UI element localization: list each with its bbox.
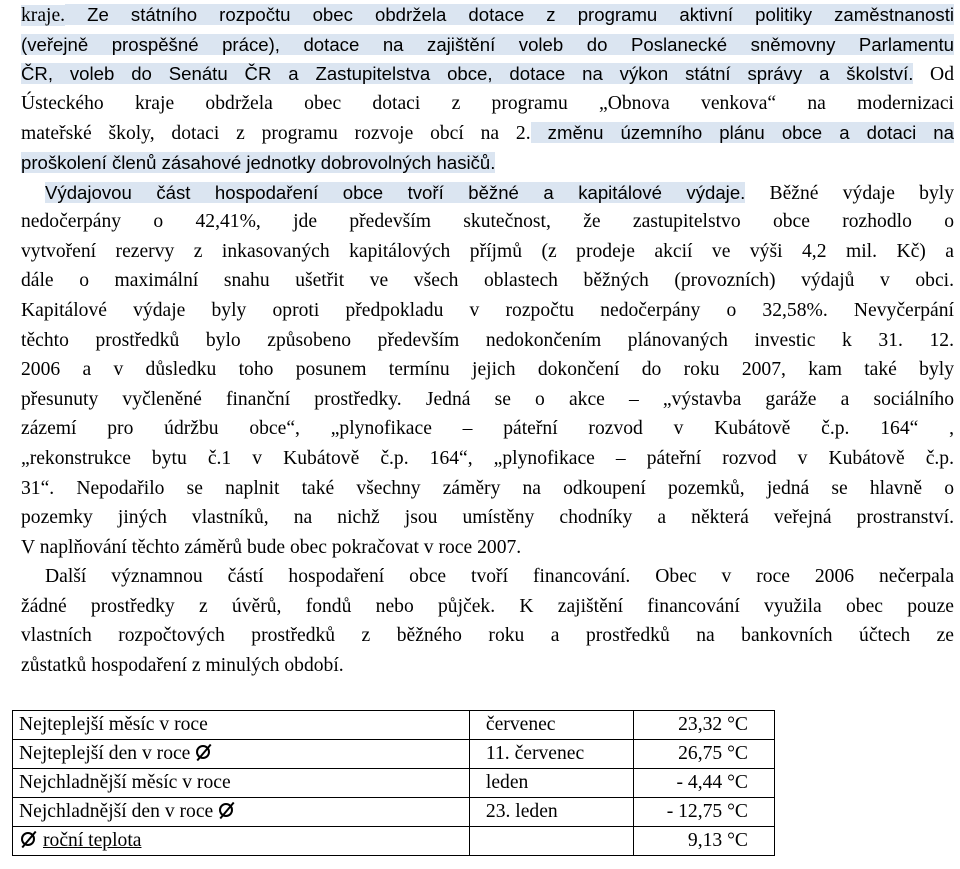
- row-date-cell: [469, 827, 633, 856]
- text-segment: pozemky jiných vlastníků, na nichž jsou umístěny chodníky a některá veřejná prostranství.: [21, 507, 954, 529]
- row-label: Nejchladnější měsíc v roce: [19, 772, 231, 793]
- row-label: Nejteplejší měsíc v roce: [19, 714, 208, 735]
- text-line: [21, 296, 954, 326]
- text-segment: těchto prostředků bylo způsobeno především nedokončením plánovaných investic k 31. 12.: [21, 329, 954, 351]
- table-row: [13, 769, 775, 798]
- text-segment: dále o maximální snahu ušetřit ve všech oblastech běžných (provozních) výdajů v obci.: [21, 270, 954, 292]
- table-row: [13, 711, 775, 740]
- text-segment: zůstatků hospodaření z minulých období.: [21, 655, 344, 677]
- text-line: [21, 503, 954, 533]
- temperature-table: [12, 710, 775, 856]
- text-line: [21, 59, 954, 89]
- row-label: roční teplota: [43, 830, 142, 851]
- row-date-cell: 11. červenec: [469, 740, 633, 769]
- average-symbol-icon: [19, 832, 39, 847]
- text-segment: změnu územního plánu obce a dotaci na: [530, 122, 954, 144]
- text-segment: mateřské školy, dotaci z programu rozvoje obcí na 2.: [21, 123, 531, 145]
- row-value-cell: 26,75 °C: [633, 740, 774, 769]
- row-label: Nejteplejší den v roce: [19, 743, 191, 764]
- text-segment: K zajištění financování využila obec pouze: [495, 595, 954, 617]
- table-row: [13, 827, 775, 856]
- text-segment: 31“.: [21, 477, 55, 499]
- text-segment: Kapitálové výdaje byly oproti předpokladu v rozpočtu nedočerpány o 32,58%.: [21, 299, 828, 321]
- text-line: [21, 30, 954, 60]
- text-segment: Výdajovou část hospodaření obce tvoří běžné a kapitálové výdaje.: [45, 181, 746, 203]
- text-line: [21, 266, 954, 296]
- text-line: [21, 651, 954, 681]
- table-row: [13, 798, 775, 827]
- row-label-cell: [13, 740, 470, 769]
- text-segment: Ze státního rozpočtu obec obdržela dotace z programu aktivní politiky zaměstnanosti: [65, 4, 954, 25]
- text-segment: 2006 a v důsledku toho posunem termínu jejich dokončení do roku 2007, kam také byly: [21, 359, 954, 381]
- row-value-cell: 9,13 °C: [633, 827, 774, 856]
- row-value-cell: - 12,75 °C: [633, 798, 774, 827]
- text-line: [21, 89, 954, 119]
- text-segment: Jedná se o akce – „výstavba garáže a sociálního: [401, 388, 954, 410]
- text-line: [21, 592, 954, 622]
- row-date-cell: červenec: [469, 711, 633, 740]
- text-segment: vlastních rozpočtových prostředků z běžného roku a prostředků na bankovních účtech ze: [21, 625, 954, 647]
- text-segment: Obec v roce 2006 nečerpala: [630, 566, 955, 588]
- row-label: Nejchladnější den v roce: [19, 801, 214, 822]
- text-segment: žádné prostředky z úvěrů, fondů nebo půjček.: [21, 595, 496, 617]
- text-segment: „rekonstrukce bytu č.1 v Kubátově č.p. 164“, „plynofikace – páteřní rozvod v Kubátově č.p.: [21, 447, 954, 469]
- text-segment: proškolení členů zásahové jednotky dobrovolných hasičů.: [21, 151, 496, 173]
- text-segment: přesunuty vyčleněné finanční prostředky.: [21, 388, 402, 410]
- text-line: [21, 385, 954, 415]
- text-segment: Nevyčerpání: [827, 299, 954, 321]
- text-line: [21, 474, 954, 504]
- text-line: [21, 0, 954, 30]
- text-line: [21, 562, 954, 592]
- text-segment: (veřejně prospěšné práce), dotace na zajištění voleb do Poslanecké sněmovny Parlamentu: [21, 33, 954, 55]
- text-segment: Další významnou částí hospodaření obce tvoří financování.: [45, 566, 631, 588]
- text-segment: Nepodařilo se naplnit také všechny záměry na odkoupení pozemků, jedná se hlavně o: [54, 477, 954, 499]
- text-segment: Od: [913, 64, 954, 86]
- text-segment: vytvoření rezervy z inkasovaných kapitálových příjmů (z prodeje akcií ve výši 4,2 mil. Kč) a: [21, 240, 954, 262]
- text-line: [21, 533, 954, 563]
- row-date-cell: leden: [469, 769, 633, 798]
- text-line: [21, 237, 954, 267]
- text-line: [21, 207, 954, 237]
- text-line: [21, 326, 954, 356]
- average-symbol-icon: [217, 803, 237, 818]
- row-date-cell: 23. leden: [469, 798, 633, 827]
- row-value-cell: 23,32 °C: [633, 711, 774, 740]
- average-symbol-icon: [194, 745, 214, 760]
- text-line: [21, 178, 954, 208]
- row-value-cell: - 4,44 °C: [633, 769, 774, 798]
- text-segment: zázemí pro údržbu obce“, „plynofikace – páteřní rozvod v Kubátově č.p. 164“ ,: [21, 418, 954, 440]
- text-line: [21, 444, 954, 474]
- text-line: [21, 621, 954, 651]
- text-line: [21, 148, 954, 178]
- row-label-cell: [13, 798, 470, 827]
- text-line: [21, 118, 954, 148]
- table-row: [13, 740, 775, 769]
- text-segment: nedočerpány o 42,41%, jde především skutečnost, že zastupitelstvo obce rozhodlo o: [21, 211, 954, 233]
- text-line: [21, 414, 954, 444]
- row-label-cell: [13, 769, 470, 798]
- text-segment: Běžné výdaje byly: [745, 182, 955, 204]
- document-body: [21, 0, 954, 681]
- row-label-cell: [13, 827, 470, 856]
- row-label-cell: [13, 711, 470, 740]
- text-line: [21, 355, 954, 385]
- text-segment: ČR, voleb do Senátu ČR a Zastupitelstva obce, dotace na výkon státní správy a školství.: [21, 63, 914, 85]
- text-segment: Ústeckého kraje obdržela obec dotaci z programu „Obnova venkova“ na modernizaci: [21, 92, 954, 114]
- text-segment: V naplňování těchto záměrů bude obec pokračovat v roce 2007.: [21, 536, 522, 558]
- text-segment: kraje.: [21, 5, 66, 26]
